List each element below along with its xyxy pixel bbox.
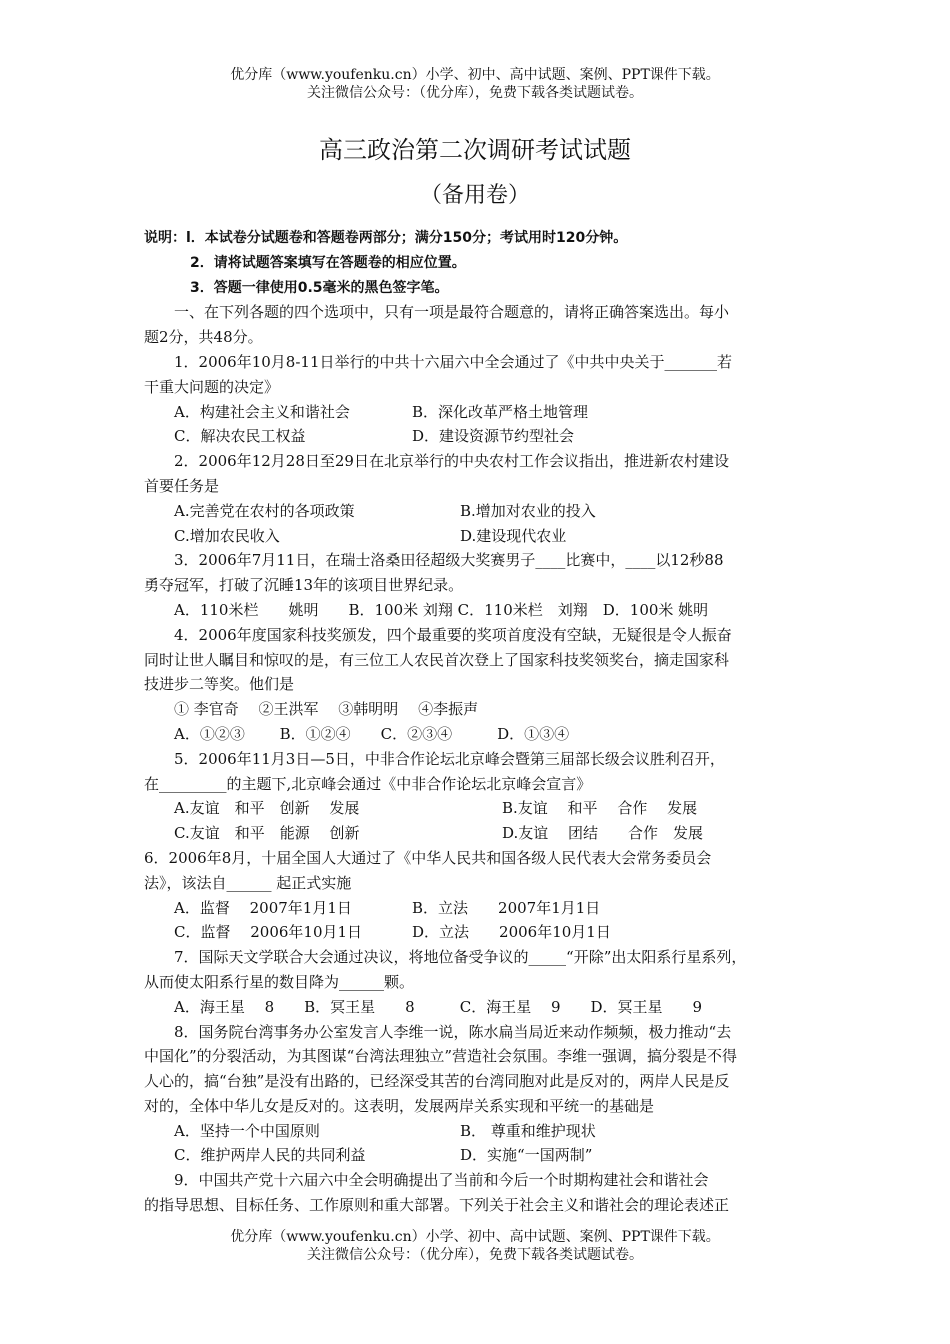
section-instruction: 一、在下列各题的四个选项中，只有一项是最符合题意的，请将正确答案选出。每小 (174, 303, 730, 322)
question-1-options-cd (144, 424, 814, 449)
question-8-cont-1: 中国化”的分裂活动，为其图谋“台湾法理独立”营造社会氛围。李维一强调，搞分裂是不得 (144, 1047, 738, 1066)
option-d: D．实施“一国两制” (460, 1146, 593, 1165)
question-2-options-cd (144, 524, 814, 549)
page-header (0, 66, 950, 102)
option-b: B.友谊 和平 合作 发展 (502, 799, 698, 818)
question-6-options-ab (144, 896, 814, 921)
footer-line-2: 关注微信公众号：（优分库），免费下载各类试题试卷。 (307, 1247, 643, 1263)
question-2-cont: 首要任务是 (144, 476, 220, 495)
option-b: B.增加对农业的投入 (460, 501, 596, 520)
question-3-options: A．110米栏 姚明 B．100米 刘翔 C．110米栏 刘翔 D．100米 姚明 (174, 600, 709, 619)
exam-subtitle: （备用卷） (419, 183, 530, 208)
option-b: B．深化改革严格土地管理 (412, 402, 589, 421)
note-3: 3．答题一律使用0.5毫米的黑色签字笔。 (190, 279, 449, 296)
question-5: 5．2006年11月3日—5日，中非合作论坛北京峰会暨第三届部长级会议胜利召开， (174, 749, 725, 768)
question-1-cont: 干重大问题的决定》 (144, 377, 280, 396)
question-2: 2．2006年12月28日至29日在北京举行的中央农村工作会议指出，推进新农村建设 (174, 452, 729, 471)
exam-title: 高三政治第二次调研考试试题 (319, 136, 631, 164)
question-7-options: A．海王星 8 B．冥王星 8 C．海王星 9 D．冥王星 9 (174, 997, 703, 1016)
question-5-cont: 在_________的主题下,北京峰会通过《中非合作论坛北京峰会宣言》 (144, 774, 592, 793)
option-a: A．构建社会主义和谐社会 (174, 402, 350, 421)
option-c: C．解决农民工权益 (174, 427, 306, 446)
option-c: C．维护两岸人民的共同利益 (174, 1146, 366, 1165)
question-4-items: ① 李官奇 ②王洪军 ③韩明明 ④李振声 (174, 700, 479, 719)
question-8-options-ab (144, 1119, 814, 1144)
option-c: C.友谊 和平 能源 创新 (174, 824, 360, 843)
option-a: A．坚持一个中国原则 (174, 1121, 320, 1140)
footer-line-1: 优分库（www.youfenku.cn）小学、初中、高中试题、案例、PPT课件下载。 (230, 1229, 720, 1245)
option-b: B．立法 2007年1月1日 (412, 898, 601, 917)
question-7: 7．国际天文学联合大会通过决议，将地位备受争议的_____“开除”出太阳系行星系列， (174, 948, 747, 967)
option-b: B． 尊重和维护现状 (460, 1121, 596, 1140)
page-footer (0, 1228, 950, 1264)
question-8-cont-2: 人心的，搞“台独”是没有出路的，已经深受其苦的台湾同胞对此是反对的，两岸人民是反 (144, 1072, 730, 1091)
option-a: A.友谊 和平 创新 发展 (174, 799, 360, 818)
option-a: A.完善党在农村的各项政策 (174, 501, 355, 520)
question-7-cont: 从而使太阳系行星的数目降为______颗。 (144, 972, 415, 991)
option-a: A．监督 2007年1月1日 (174, 898, 352, 917)
question-6-cont: 法》，该法自______ 起正式实施 (144, 873, 352, 892)
question-6-options-cd (144, 920, 814, 945)
question-3: 3．2006年7月11日，在瑞士洛桑田径超级大奖赛男子____比赛中，____以12秒88 (174, 551, 724, 570)
option-d: D.友谊 团结 合作 发展 (502, 824, 704, 843)
question-8: 8．国务院台湾事务办公室发言人李维一说，陈水扁当局近来动作频频，极力推动“去 (174, 1022, 732, 1041)
option-c: C．监督 2006年10月1日 (174, 923, 363, 942)
header-line-2: 关注微信公众号：（优分库），免费下载各类试题试卷。 (307, 85, 643, 101)
note-2: 2．请将试题答案填写在答题卷的相应位置。 (190, 254, 466, 271)
question-8-options-cd (144, 1143, 814, 1168)
option-d: D．立法 2006年10月1日 (412, 923, 611, 942)
note-1: 说明：l．本试卷分试题卷和答题卷两部分；满分150分；考试用时120分钟。 (144, 230, 628, 246)
header-line-1: 优分库（www.youfenku.cn）小学、初中、高中试题、案例、PPT课件下载。 (230, 67, 720, 83)
question-9: 9．中国共产党十六届六中全会明确提出了当前和今后一个时期构建社会和谐社会 (174, 1171, 709, 1190)
question-4-cont-1: 同时让世人瞩目和惊叹的是，有三位工人农民首次登上了国家科技奖领奖台，摘走国家科 (144, 650, 730, 669)
exam-body (144, 226, 814, 1218)
question-9-cont: 的指导思想、目标任务、工作原则和重大部署。下列关于社会主义和谐社会的理论表述正 (144, 1196, 730, 1215)
question-8-cont-3: 对的，全体中华儿女是反对的。这表明，发展两岸关系实现和平统一的基础是 (144, 1096, 655, 1115)
option-c: C.增加农民收入 (174, 526, 280, 545)
question-4-options: A．①②③ B．①②④ C．②③④ D．①③④ (174, 724, 570, 743)
question-1-options-ab (144, 400, 814, 425)
question-4: 4．2006年度国家科技奖颁发，四个最重要的奖项首度没有空缺，无疑很是令人振奋 (174, 625, 732, 644)
option-d: D.建设现代农业 (460, 526, 567, 545)
question-2-options-ab (144, 499, 814, 524)
question-4-cont-2: 技进步二等奖。他们是 (144, 675, 295, 694)
question-5-options-ab (144, 796, 814, 821)
section-instruction-cont: 题2分，共48分。 (144, 328, 263, 347)
question-3-cont: 勇夺冠军，打破了沉睡13年的该项目世界纪录。 (144, 576, 464, 595)
option-d: D．建设资源节约型社会 (412, 427, 575, 446)
question-1: 1．2006年10月8-11日举行的中共十六届六中全会通过了《中共中央关于_______若 (174, 352, 733, 371)
question-6: 6．2006年8月，十届全国人大通过了《中华人民共和国各级人民代表大会常务委员会 (144, 848, 712, 867)
question-5-options-cd (144, 821, 814, 846)
